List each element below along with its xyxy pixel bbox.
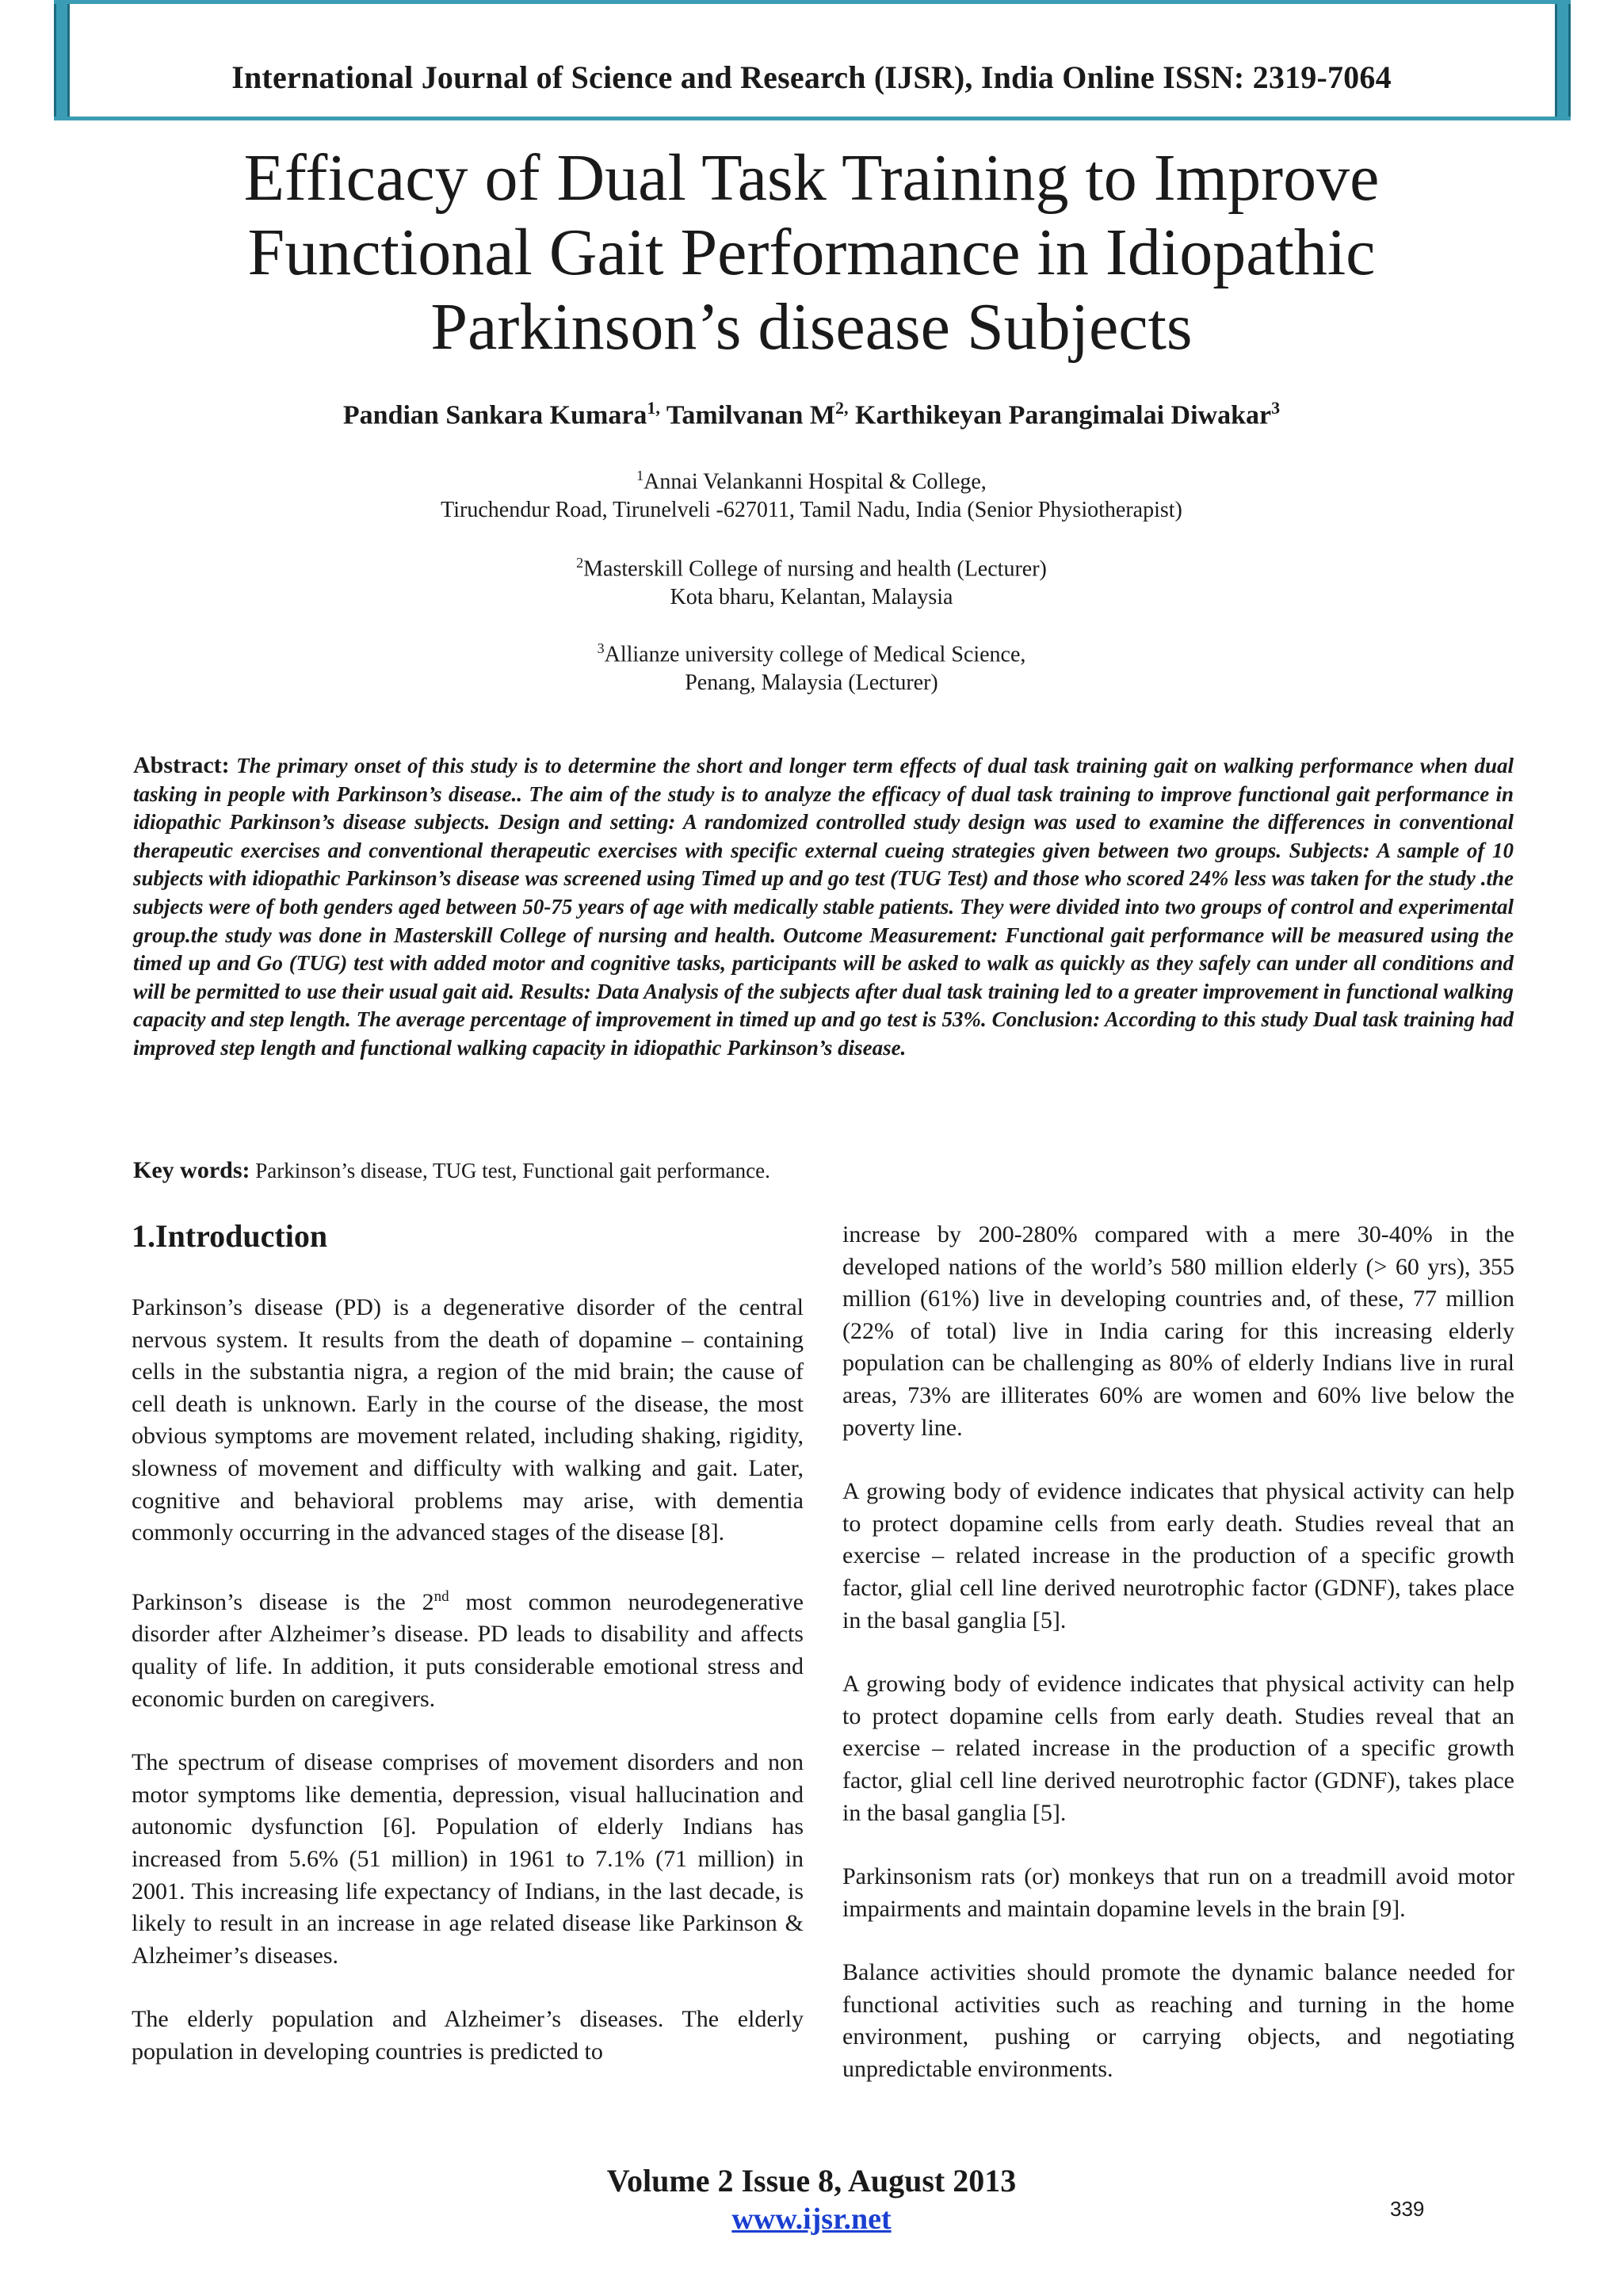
header-bottom-rule (54, 117, 1571, 120)
section-heading (132, 1217, 327, 1255)
author-list (0, 398, 1623, 430)
right-column (842, 1219, 1514, 2118)
body-paragraph: A growing body of evidence indicates that physical activity can help to protect dopamine cells from early death. Studies reveal that an exercise – related increase in the production of a specific growth factor, glial cell line derived neurotrophic factor (GDNF), takes place in the basal ganglia [5]. (842, 1478, 1514, 1633)
affiliation-line (0, 461, 1623, 496)
affiliation-mark: 3 (597, 640, 605, 656)
body-paragraph: Parkinsonism rats (or) monkeys that run on a treadmill avoid motor impairments and maintain dopamine levels in the brain [9]. (842, 1863, 1514, 1922)
body-paragraph: increase by 200-280% compared with a mere 30-40% in the developed nations of the world’s 580 million elderly (> 60 yrs), 355 million (61%) live in developing countries and, of these, 77 million (22% of total) live in India caring for this increasing elderly population can be challenging as 80% of elderly Indians live in rural areas, 73% are illiterates 60% are women and 60% live below the poverty line. (842, 1221, 1514, 1441)
body-paragraph: The spectrum of disease comprises of movement disorders and non motor symptoms like dementia, depression, visual hallucination and autonomic dysfunction [6]. Population of elderly Indians has increased from 5.6% (51 million) in 1961 to 7.1% (71 million) in 2001. This increasing life expectancy of Indians, in the last decade, is likely to result in an increase in age related disease like Parkinson & Alzheimer’s diseases. (132, 1749, 804, 1969)
author-affiliation-mark: 2, (835, 398, 849, 418)
keywords-label: Key words: (133, 1157, 250, 1183)
author-affiliation-mark: 3 (1271, 398, 1281, 418)
body-paragraph (132, 1581, 804, 1715)
body-paragraph: The elderly population and Alzheimer’s diseases. The elderly population in developing countries is predicted to (132, 2006, 804, 2065)
footer-website-link[interactable]: www.ijsr.net (731, 2202, 892, 2236)
affiliation-line (0, 548, 1623, 583)
left-column (132, 1292, 804, 2099)
affiliation-text: Masterskill College of nursing and health (Lecturer) (583, 556, 1047, 582)
body-paragraph: A growing body of evidence indicates that physical activity can help to protect dopamine cells from early death. Studies reveal that an exercise – related increase in the production of a specific growth factor, glial cell line derived neurotrophic factor (GDNF), takes place in the basal ganglia [5]. (842, 1671, 1514, 1826)
ordinal-superscript: nd (433, 1587, 449, 1605)
affiliation-line: Tiruchendur Road, Tirunelveli -627011, Tamil Nadu, India (Senior Physiotherapist) (441, 498, 1182, 523)
affiliation-block (0, 461, 1623, 525)
author-affiliation-mark: 1, (647, 398, 660, 418)
paragraph-text: most common neurodegenerative disorder after Alzheimer’s disease. PD leads to disability and affects quality of life. In addition, it puts considerable emotional stress and economic burden on caregivers. (132, 1588, 804, 1712)
author-name: Tamilvanan M (666, 400, 835, 430)
affiliation-text: Allianze university college of Medical Science, (604, 642, 1026, 667)
affiliation-mark: 2 (576, 555, 584, 571)
section-title: Introduction (155, 1218, 328, 1254)
paper-title: Efficacy of Dual Task Training to Improve Functional Gait Performance in Idiopathic Parkinson’s disease Subjects (243, 141, 1380, 364)
affiliation-block (0, 548, 1623, 612)
page-number: 339 (1390, 2197, 1425, 2221)
body-paragraph: Parkinson’s disease (PD) is a degenerative disorder of the central nervous system. It results from the death of dopamine – containing cells in the substantia nigra, a region of the mid brain; the cause of cell death is unknown. Early in the course of the disease, the most obvious symptoms are movement related, including shaking, rigidity, slowness of movement and difficulty with walking and gait. Later, cognitive and behavioral problems may arise, with dementia commonly occurring in the advanced stages of the disease [8]. (132, 1294, 804, 1546)
footer-issue: Volume 2 Issue 8, August 2013 (606, 2163, 1017, 2199)
author-name: Pandian Sankara Kumara (342, 400, 647, 430)
affiliation-block (0, 634, 1623, 697)
affiliation-line: Kota bharu, Kelantan, Malaysia (670, 585, 953, 610)
affiliation-line: Penang, Malaysia (Lecturer) (685, 670, 938, 696)
abstract (133, 751, 1514, 1063)
affiliation-line (0, 634, 1623, 669)
journal-running-head: International Journal of Science and Research (IJSR), India Online ISSN: 2319-7064 (231, 59, 1392, 95)
body-paragraph: Balance activities should promote the dynamic balance needed for functional activities such as reaching and turning in the home environment, pushing or carrying objects, and negotiating unpredictable environments. (842, 1959, 1514, 2083)
affiliation-text: Annai Velankanni Hospital & College, (643, 469, 987, 495)
keywords (133, 1157, 1514, 1184)
keywords-text: Parkinson’s disease, TUG test, Functional gait performance. (255, 1159, 770, 1182)
paragraph-text: Parkinson’s disease is the 2 (132, 1588, 434, 1615)
affiliation-mark: 1 (636, 468, 644, 483)
author-name: Karthikeyan Parangimalai Diwakar (855, 400, 1272, 430)
abstract-label: Abstract: (133, 752, 230, 778)
section-number: 1. (132, 1218, 155, 1254)
header-top-rule (54, 0, 1571, 4)
abstract-text: The primary onset of this study is to determine the short and longer term effects of dual task training gait on walking performance when dual tasking in people with Parkinson’s disease.. The aim of the study is to analyze the efficacy of dual task training to improve functional gait performance in idiopathic Parkinson’s disease subjects. Design and setting: A randomized controlled study design was used to examine the differences in conventional therapeutic exercises and conventional therapeutic exercises with specific external cueing strategies given between two groups. Subjects: A sample of 10 subjects with idiopathic Parkinson’s disease was screened using Timed up and go test (TUG Test) and those who scored 24% less was taken for the study .the subjects were of both genders aged between 50-75 years of age with medically stable patients. They were divided into two groups of control and experimental group.the study was done in Masterskill College of nursing and health. Outcome Measurement: Functional gait performance will be measured using the timed up and Go (TUG) test with added motor and cognitive tasks, participants will be asked to walk as quickly as they safely can under all conditions and will be permitted to use their usual gait aid. Results: Data Analysis of the subjects after dual task training led to a greater improvement in functional walking capacity and step length. The average percentage of improvement in timed up and go test is 53%. Conclusion: According to this study Dual task training had improved step length and functional walking capacity in idiopathic Parkinson’s disease. (133, 754, 1514, 1060)
